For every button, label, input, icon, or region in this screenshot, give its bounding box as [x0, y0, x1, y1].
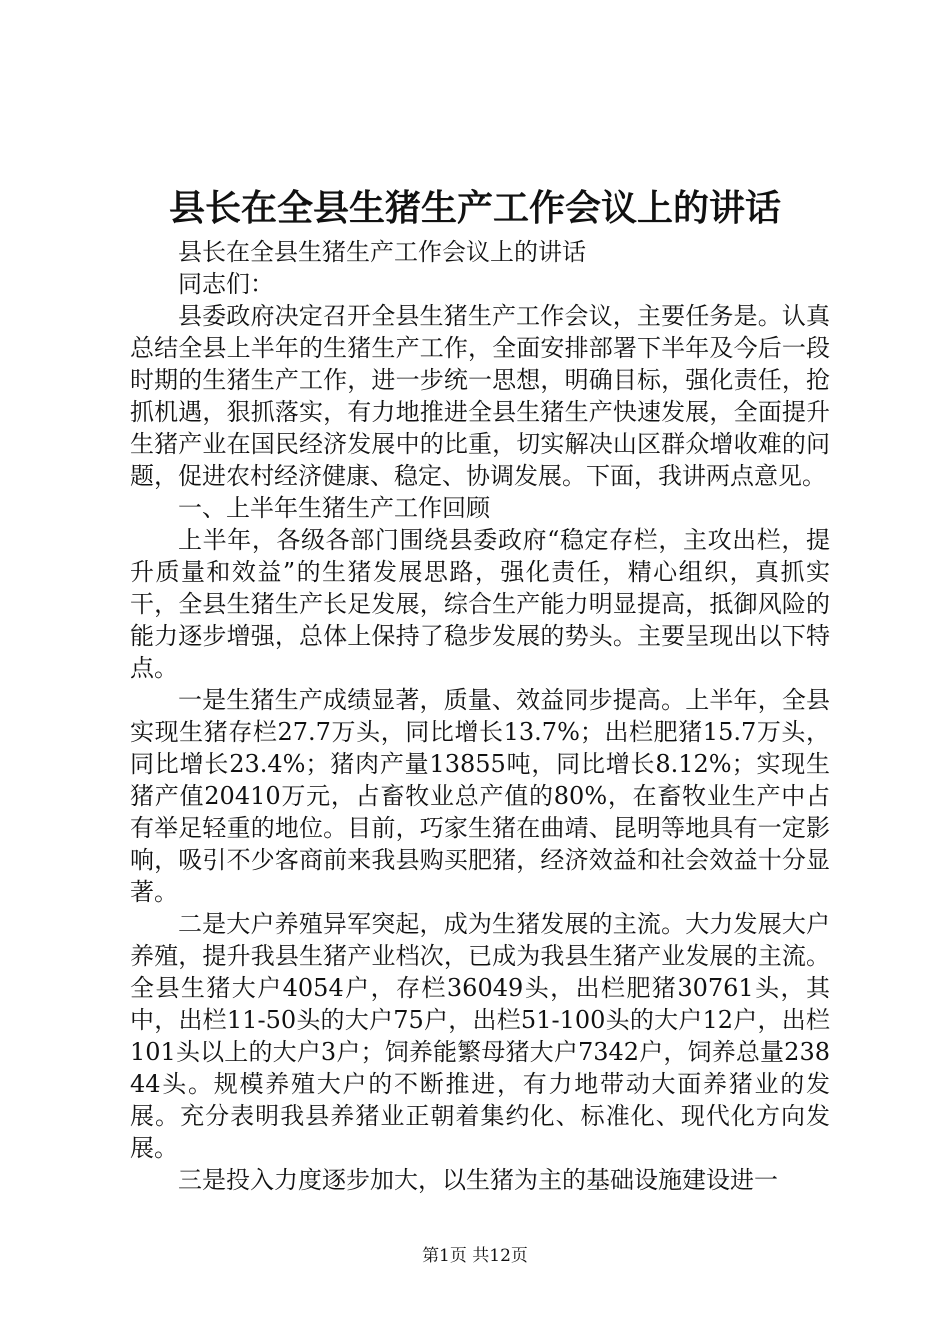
paragraph-subtitle: 县长在全县生猪生产工作会议上的讲话	[178, 238, 586, 266]
document-body	[130, 236, 830, 1196]
section-heading: 一、上半年生猪生产工作回顾	[178, 494, 490, 522]
paragraph-point-two: 二是大户养殖异军突起，成为生猪发展的主流。大力发展大户养殖，提升我县生猪产业档次，已成为我县生猪产业发展的主流。全县生猪大户4054户，存栏36049头，出栏肥猪30761头，其中，出栏11-50头的大户75户，出栏51-100头的大户12户，出栏101头以上的大户3户；饲养能繁母猪大户7342户，饲养总量23844头。规模养殖大户的不断推进，有力地带动大面养猪业的发展。充分表明我县养猪业正朝着集约化、标准化、现代化方向发展。	[130, 910, 830, 1162]
paragraph-point-three: 三是投入力度逐步加大，以生猪为主的基础设施建设进一	[178, 1166, 778, 1194]
document-title: 县长在全县生猪生产工作会议上的讲话	[168, 187, 781, 229]
page-number-footer: 第1页 共12页	[422, 1246, 528, 1266]
paragraph-point-one: 一是生猪生产成绩显著，质量、效益同步提高。上半年，全县实现生猪存栏27.7万头，同比增长13.7%；出栏肥猪15.7万头，同比增长23.4%；猪肉产量13855吨，同比增长8.12%；实现生猪产值20410万元，占畜牧业总产值的80%，在畜牧业生产中占有举足轻重的地位。目前，巧家生猪在曲靖、昆明等地具有一定影响，吸引不少客商前来我县购买肥猪，经济效益和社会效益十分显著。	[130, 686, 830, 906]
paragraph-review: 上半年，各级各部门围绕县委政府“稳定存栏，主攻出栏，提升质量和效益”的生猪发展思路，强化责任，精心组织，真抓实干，全县生猪生产长足发展，综合生产能力明显提高，抵御风险的能力逐步增强，总体上保持了稳步发展的势头。主要呈现出以下特点。	[130, 526, 830, 682]
paragraph-intro: 县委政府决定召开全县生猪生产工作会议，主要任务是。认真总结全县上半年的生猪生产工作，全面安排部署下半年及今后一段时期的生猪生产工作，进一步统一思想，明确目标，强化责任，抢抓机遇，狠抓落实，有力地推进全县生猪生产快速发展，全面提升生猪产业在国民经济发展中的比重，切实解决山区群众增收难的问题，促进农村经济健康、稳定、协调发展。下面，我讲两点意见。	[130, 302, 830, 490]
paragraph-salutation: 同志们：	[178, 270, 274, 298]
